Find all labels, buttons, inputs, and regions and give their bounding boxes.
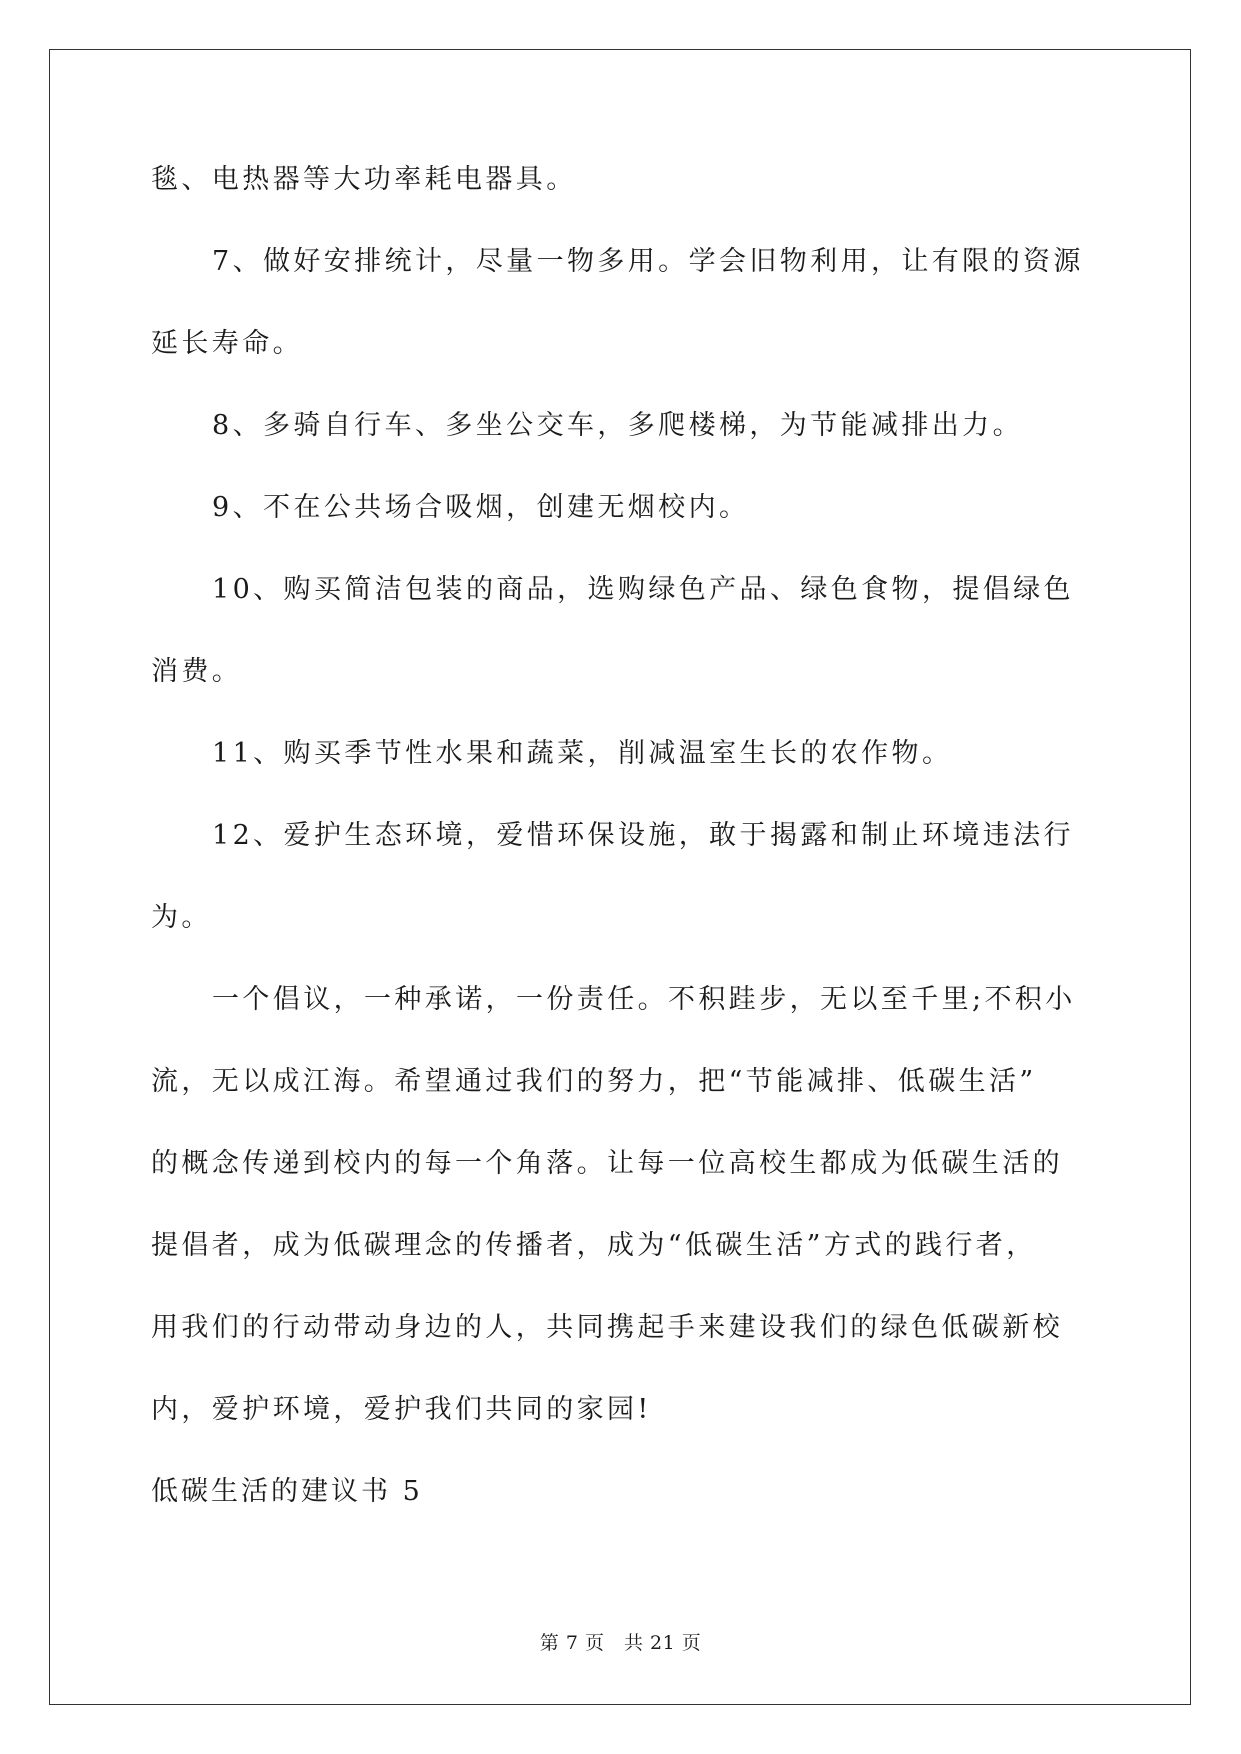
- text-line-10: 为。: [151, 902, 212, 933]
- text-line-9: 12、爱护生态环境，爱惜环保设施，敢于揭露和制止环境违法行: [212, 820, 1074, 851]
- text-line-4: 8、多骑自行车、多坐公交车，多爬楼梯，为节能减排出力。: [212, 410, 1023, 441]
- document-body: [151, 160, 1091, 1554]
- page-number-footer: 第 7 页 共 21 页: [539, 1632, 702, 1654]
- text-line-16: 内，爱护环境，爱护我们共同的家园!: [151, 1394, 652, 1425]
- text-line-2: 7、做好安排统计，尽量一物多用。学会旧物利用，让有限的资源: [212, 246, 1084, 277]
- text-line-5: 9、不在公共场合吸烟，创建无烟校内。: [212, 492, 750, 523]
- text-line-15: 用我们的行动带动身边的人，共同携起手来建设我们的绿色低碳新校: [151, 1312, 1063, 1343]
- text-line-6: 10、购买简洁包装的商品，选购绿色产品、绿色食物，提倡绿色: [212, 574, 1074, 605]
- text-line-14: 提倡者，成为低碳理念的传播者，成为“低碳生活”方式的践行者，: [151, 1230, 1037, 1261]
- text-line-12: 流，无以成江海。希望通过我们的努力，把“节能减排、低碳生活”: [151, 1066, 1037, 1097]
- text-line-11: 一个倡议，一种承诺，一份责任。不积跬步，无以至千里;不积小: [212, 984, 1076, 1015]
- text-line-8: 11、购买季节性水果和蔬菜，削减温室生长的农作物。: [212, 738, 953, 769]
- text-line-3: 延长寿命。: [151, 328, 303, 359]
- text-line-13: 的概念传递到校内的每一个角落。让每一位高校生都成为低碳生活的: [151, 1148, 1063, 1179]
- text-line-1: 毯、电热器等大功率耗电器具。: [151, 164, 577, 195]
- section-heading: 低碳生活的建议书 5: [151, 1476, 423, 1507]
- text-line-7: 消费。: [151, 656, 243, 687]
